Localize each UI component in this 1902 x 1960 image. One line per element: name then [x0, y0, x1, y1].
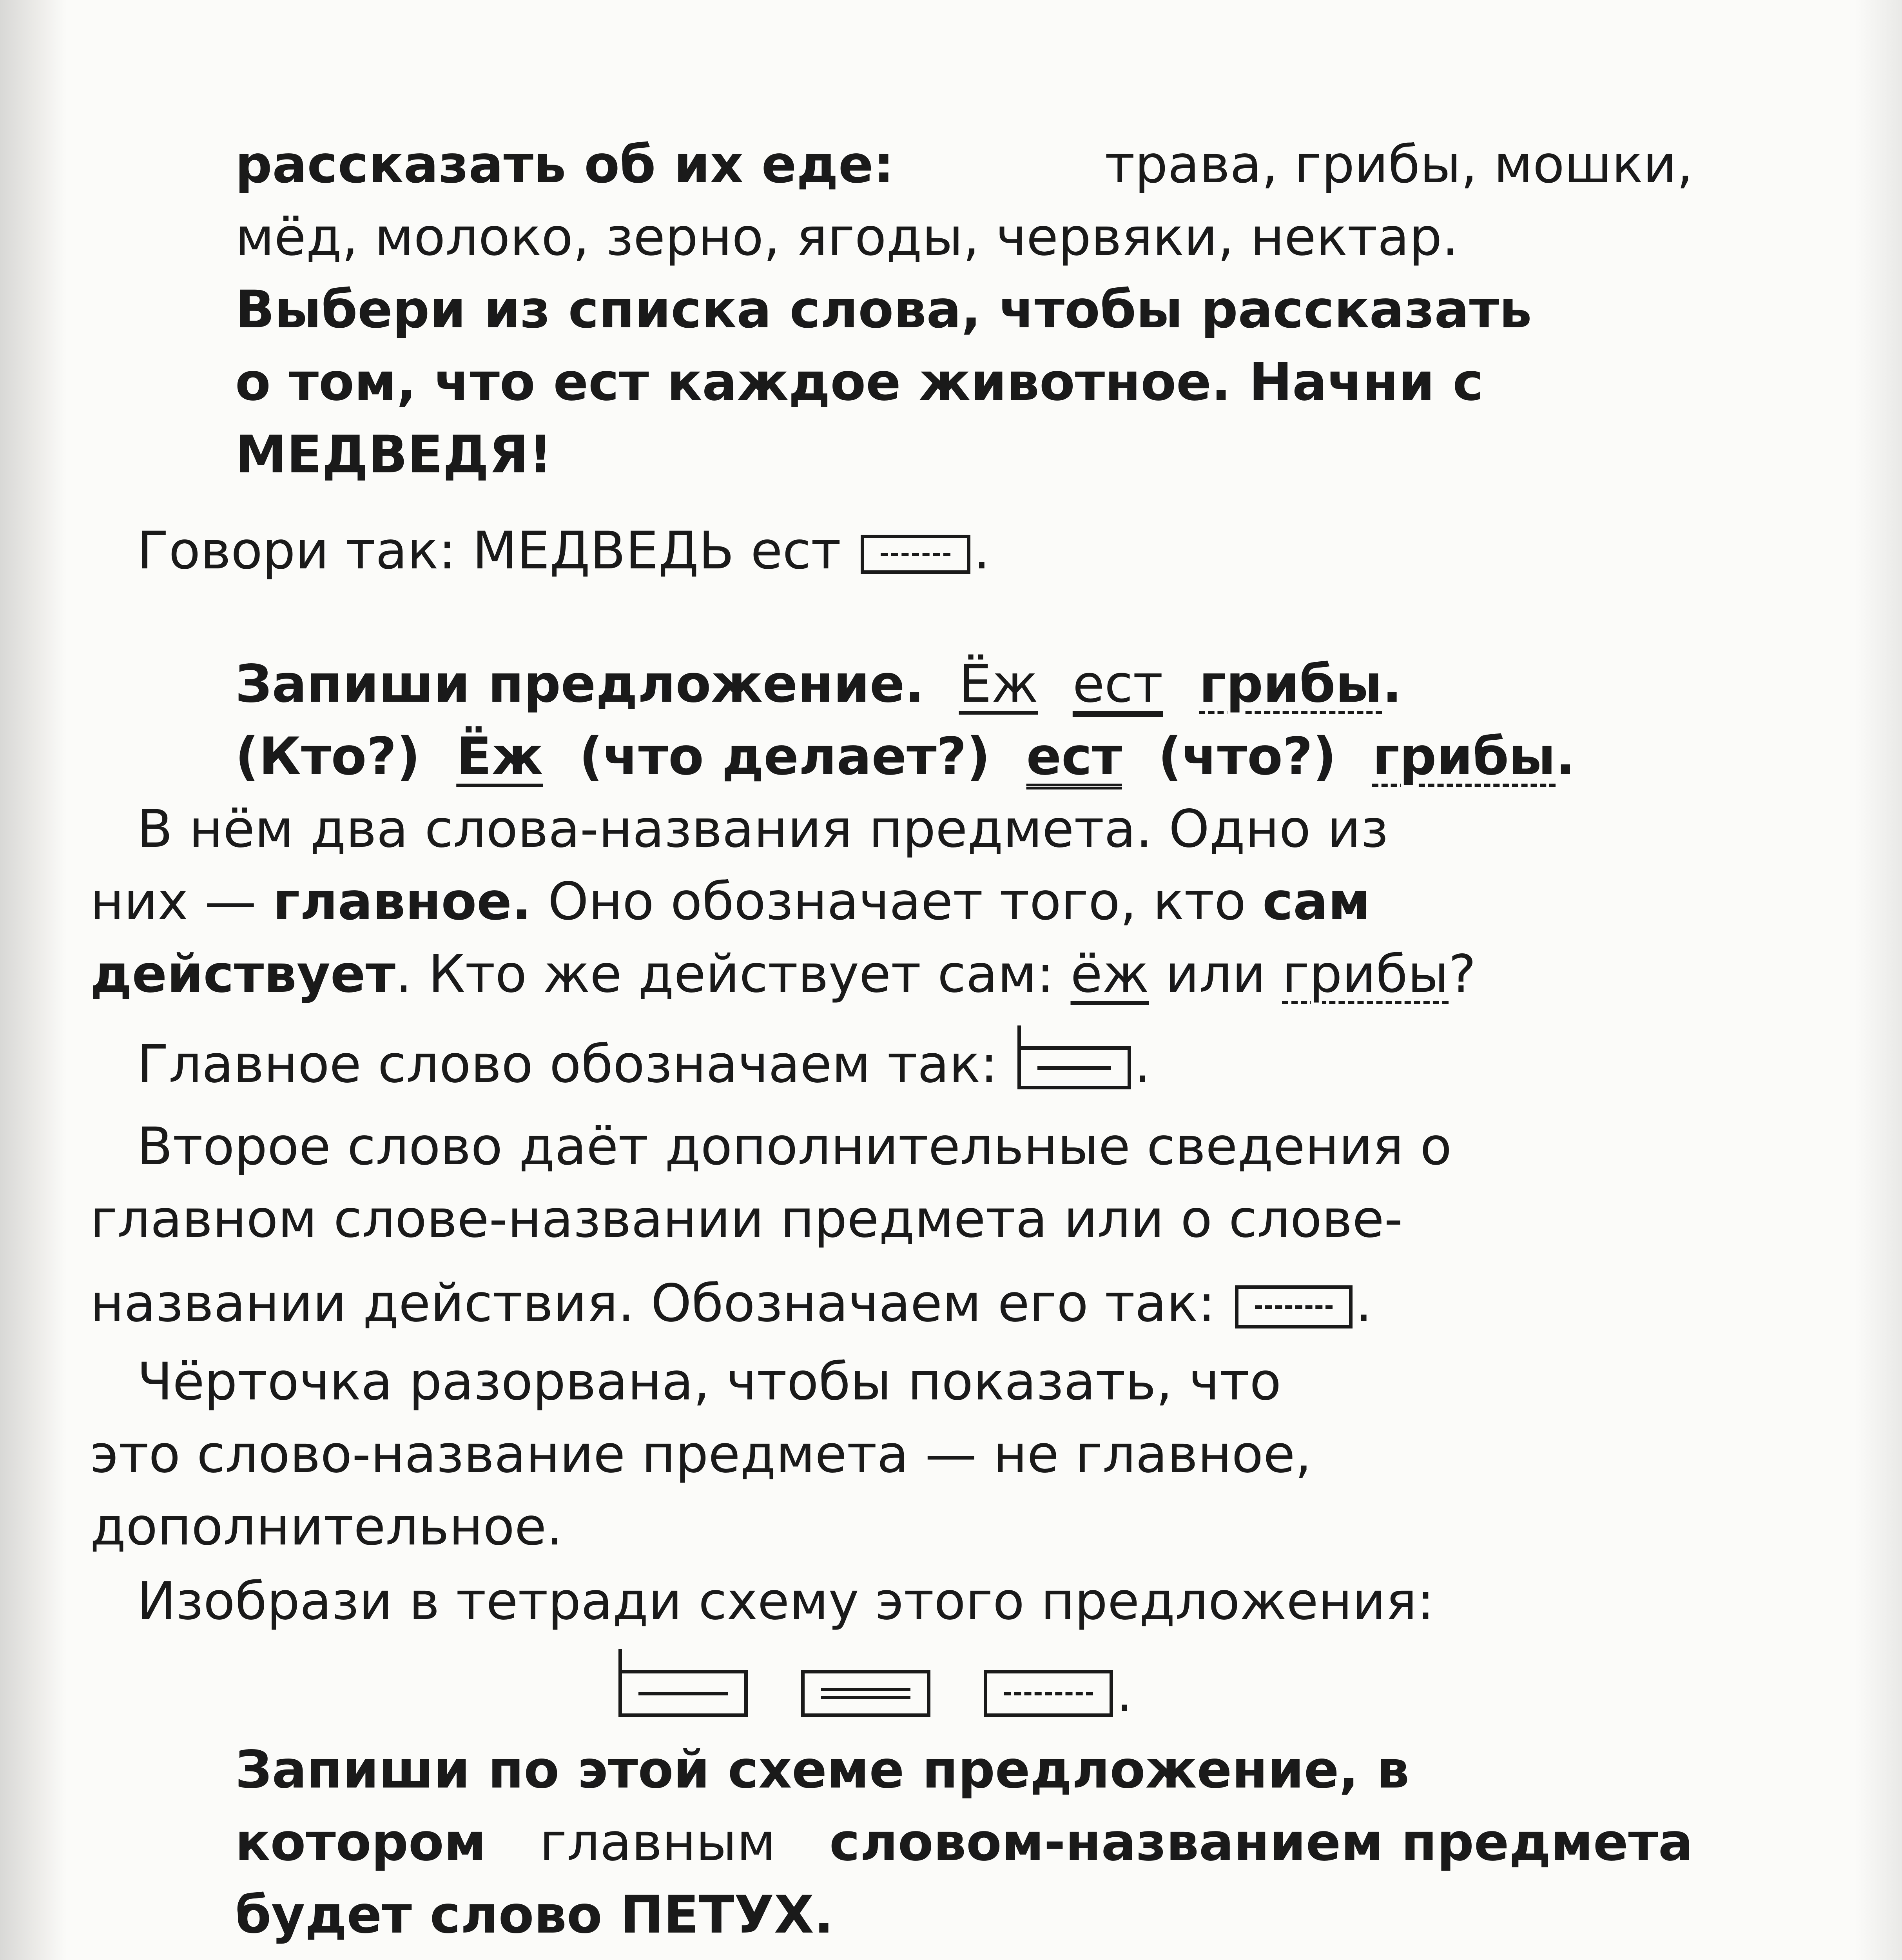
- instruction-text: Выбери из списка слова, чтобы рассказать: [235, 279, 1532, 340]
- text-line: [90, 1274, 1372, 1333]
- subject-word: Ёж: [959, 654, 1038, 714]
- example-line: [137, 521, 990, 580]
- bold-text: рассказать об их еде:: [235, 134, 894, 195]
- scheme-main-box: [618, 1670, 748, 1717]
- instruction-line: [235, 353, 1693, 412]
- bold-text: котором: [235, 1812, 486, 1873]
- question: (что делает?): [579, 726, 990, 787]
- subject-word: Ёж: [456, 726, 543, 787]
- punctuation: .: [1556, 726, 1576, 787]
- text: главным: [540, 1812, 776, 1873]
- text: главном слове-названии предмета или о слове-: [90, 1189, 1403, 1249]
- text-line: мёд, молоко, зерно, ягоды, червяки, нектар.: [235, 207, 1459, 267]
- scheme-secondary-box: [984, 1670, 1113, 1717]
- instruction-text: Запиши по этой схеме предложение, в: [235, 1740, 1410, 1800]
- scheme-main-box: [1017, 1046, 1131, 1089]
- text: . Кто же действует сам:: [395, 944, 1071, 1004]
- question: (Кто?): [235, 726, 421, 787]
- text: Главное слово обозначаем так:: [137, 1034, 998, 1094]
- predicate-word: ест: [1026, 726, 1122, 787]
- punctuation: .: [1116, 1663, 1133, 1724]
- bold-text: главное.: [273, 871, 531, 932]
- question-line: [235, 727, 1575, 786]
- text: Говори так: МЕДВЕДЬ ест: [137, 521, 841, 581]
- text-line: дополнительное.: [90, 1497, 563, 1557]
- instruction-line: [235, 655, 1402, 713]
- text: Чёрточка разорвана, чтобы показать, что: [137, 1352, 1282, 1412]
- text: Оно обозначает того, кто: [531, 871, 1263, 932]
- instruction-line: МЕДВЕДЯ!: [235, 425, 553, 485]
- text-line: [137, 1352, 1693, 1411]
- text: них —: [90, 871, 273, 932]
- punctuation: .: [1355, 1273, 1372, 1334]
- text-line: [90, 1190, 1693, 1249]
- text-line: [90, 945, 1476, 1004]
- text: В нём два слова-названия предмета. Одно из: [137, 799, 1389, 859]
- text-line: [137, 800, 1693, 858]
- punctuation: .: [1134, 1034, 1151, 1094]
- page-edge: [1855, 0, 1902, 1960]
- object-word: грибы: [1199, 654, 1382, 714]
- text: это слово-название предмета — не главное,: [90, 1424, 1312, 1485]
- text-line: [235, 135, 1693, 194]
- object-word: грибы: [1372, 726, 1556, 787]
- scheme-predicate-box: [801, 1670, 930, 1717]
- book-spine-shadow: [0, 0, 67, 1960]
- sentence-scheme: [615, 1658, 1133, 1724]
- bold-text: сам: [1262, 871, 1371, 932]
- predicate-word: ест: [1072, 654, 1163, 714]
- text-line: [137, 1117, 1693, 1176]
- instruction-line: [235, 280, 1693, 339]
- instruction-line: [235, 1740, 1693, 1799]
- punctuation: .: [973, 521, 990, 581]
- instruction-line: будет слово ПЕТУХ.: [235, 1885, 834, 1945]
- subject-word: ёж: [1070, 944, 1149, 1004]
- instruction-line: [235, 1813, 1693, 1872]
- text: или: [1149, 944, 1282, 1004]
- text-line: [137, 1035, 1151, 1094]
- bold-text: Запиши предложение.: [235, 654, 925, 714]
- text: трава, грибы, мошки,: [1104, 134, 1693, 195]
- punctuation: ?: [1449, 944, 1476, 1004]
- bold-text: действует: [90, 944, 395, 1004]
- object-word: грибы: [1282, 944, 1449, 1004]
- text-line: Изобрази в тетради схему этого предложения:: [137, 1571, 1434, 1632]
- bold-text: словом-названием предмета: [829, 1812, 1693, 1873]
- instruction-text: о том, что ест каждое животное. Начни с: [235, 352, 1483, 412]
- punctuation: .: [1382, 654, 1402, 714]
- text: названии действия. Обозначаем его так:: [90, 1273, 1215, 1334]
- scheme-secondary-box: [1235, 1285, 1353, 1328]
- text: Второе слово даёт дополнительные сведения о: [137, 1116, 1452, 1177]
- scheme-secondary-box: [861, 535, 970, 574]
- text-line: [90, 872, 1693, 931]
- text-line: [90, 1425, 1693, 1484]
- question: (что?): [1158, 726, 1336, 787]
